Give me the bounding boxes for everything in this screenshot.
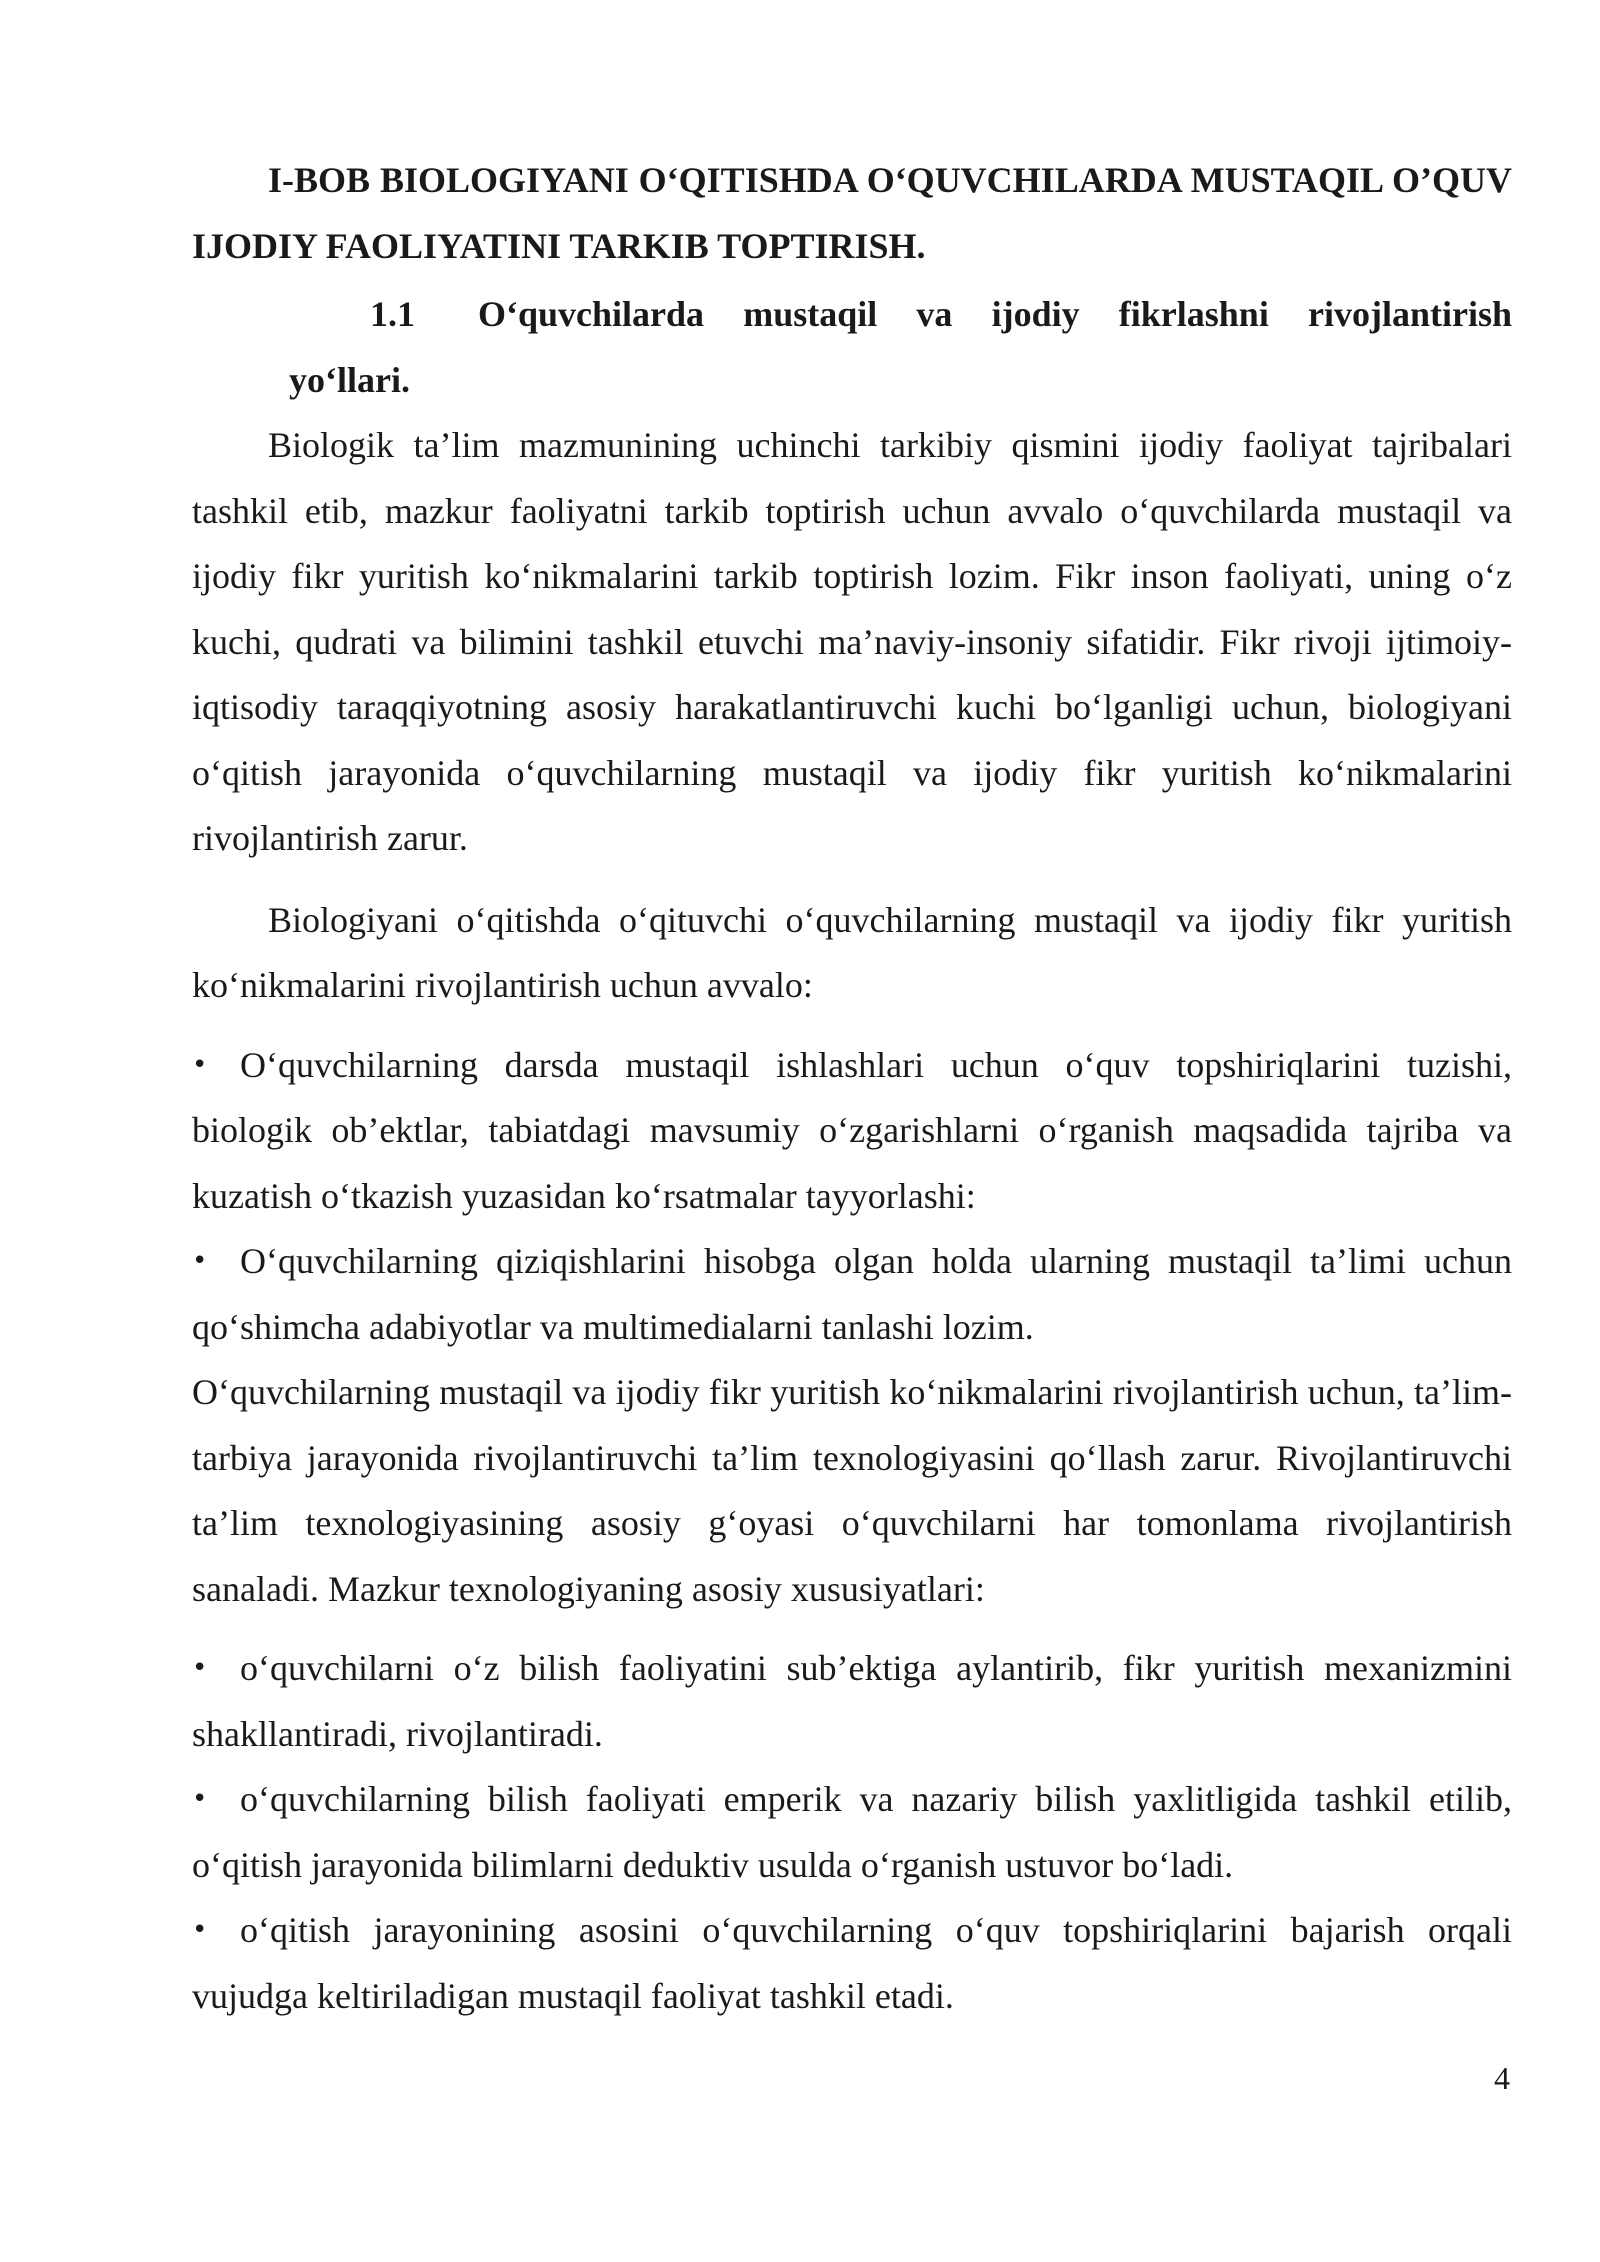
bullet-icon: • — [192, 1653, 208, 1683]
bullet-icon: • — [192, 1915, 208, 1945]
section-title-line2: yo‘llari. — [289, 359, 410, 400]
list-item — [192, 1898, 1512, 2029]
list-item — [192, 1033, 1512, 1230]
page-number: 4 — [1494, 2060, 1510, 2096]
list-item — [192, 1636, 1512, 1767]
paragraph-2: Biologiyani o‘qitishda o‘qituvchi o‘quvchilarning mustaqil va ijodiy fikr yuritish ko‘nikmalarini rivojlantirish uchun avvalo: — [192, 899, 1512, 1005]
paragraph-3: O‘quvchilarning mustaqil va ijodiy fikr yuritish ko‘nikmalarini rivojlantirish uchun, ta’lim-tarbiya jarayonida rivojlantiruvchi ta’lim texnologiyasini qo‘llash zarur. Rivojlantiruvchi ta’lim texnologiyasining asosiy g‘oyasi o‘quvchilarni har tomonlama rivojlantirish sanaladi. Mazkur texnologiyaning asosiy xususiyatlari: — [192, 1372, 1512, 1609]
bullet-icon: • — [192, 1049, 208, 1080]
list-item — [192, 1767, 1512, 1898]
page-content — [192, 148, 1512, 2029]
list-item-text: o‘quvchilarning bilish faoliyati emperik va nazariy bilish yaxlitligida tashkil etilib, o‘qitish jarayonida bilimlarni deduktiv usulda o‘rganish ustuvor bo‘ladi. — [192, 1779, 1512, 1885]
list-item-text: O‘quvchilarning qiziqishlarini hisobga olgan holda ularning mustaqil ta’limi uchun qo‘shimcha adabiyotlar va multimedialarni tanlashi lozim. — [192, 1241, 1512, 1347]
bullet-list-1 — [192, 1033, 1512, 1361]
bullet-list-2 — [192, 1636, 1512, 2029]
paragraph-1: Biologik ta’lim mazmunining uchinchi tarkibiy qismini ijodiy faoliyat tajribalari tashkil etib, mazkur faoliyatni tarkib toptirish uchun avvalo o‘quvchilarda mustaqil va ijodiy fikr yuritish ko‘nikmalarini tarkib toptirish lozim. Fikr inson faoliyati, uning o‘z kuchi, qudrati va bilimini tashkil etuvchi ma’naviy-insoniy sifatidir. Fikr rivoji ijtimoiy-iqtisodiy taraqqiyotning asosiy harakatlantiruvchi kuchi bo‘lganligi uchun, biologiyani o‘qitish jarayonida o‘quvchilarning mustaqil va ijodiy fikr yuritish ko‘nikmalarini rivojlantirish zarur. — [192, 425, 1512, 858]
section-heading-line1 — [192, 282, 1512, 348]
list-item-text: o‘quvchilarni o‘z bilish faoliyatini sub’ektiga aylantirib, fikr yuritish mexanizmini shakllantiradi, rivojlantiradi. — [192, 1648, 1512, 1754]
list-item-text: o‘qitish jarayonining asosini o‘quvchilarning o‘quv topshiriqlarini bajarish orqali vujudga keltiriladigan mustaqil faoliyat tashkil etadi. — [192, 1910, 1512, 2016]
list-item-text: O‘quvchilarning darsda mustaqil ishlashlari uchun o‘quv topshiriqlarini tuzishi, biologik ob’ektlar, tabiatdagi mavsumiy o‘zgarishlarni o‘rganish maqsadida tajriba va kuzatish o‘tkazish yuzasidan ko‘rsatmalar tayyorlashi: — [192, 1044, 1512, 1216]
section-heading — [192, 282, 1512, 413]
section-title-line1: O‘quvchilarda mustaqil va ijodiy fikrlashni rivojlantirish — [478, 294, 1512, 334]
chapter-title: I-BOB BIOLOGIYANI O‘QITISHDA O‘QUVCHILARDA MUSTAQIL O’QUV IJODIY FAOLIYATINI TARKIB TOPTIRISH. — [192, 160, 1512, 266]
list-item — [192, 1229, 1512, 1360]
bullet-icon: • — [192, 1246, 208, 1276]
section-number: 1.1 — [370, 294, 415, 334]
bullet-icon: • — [192, 1784, 208, 1814]
